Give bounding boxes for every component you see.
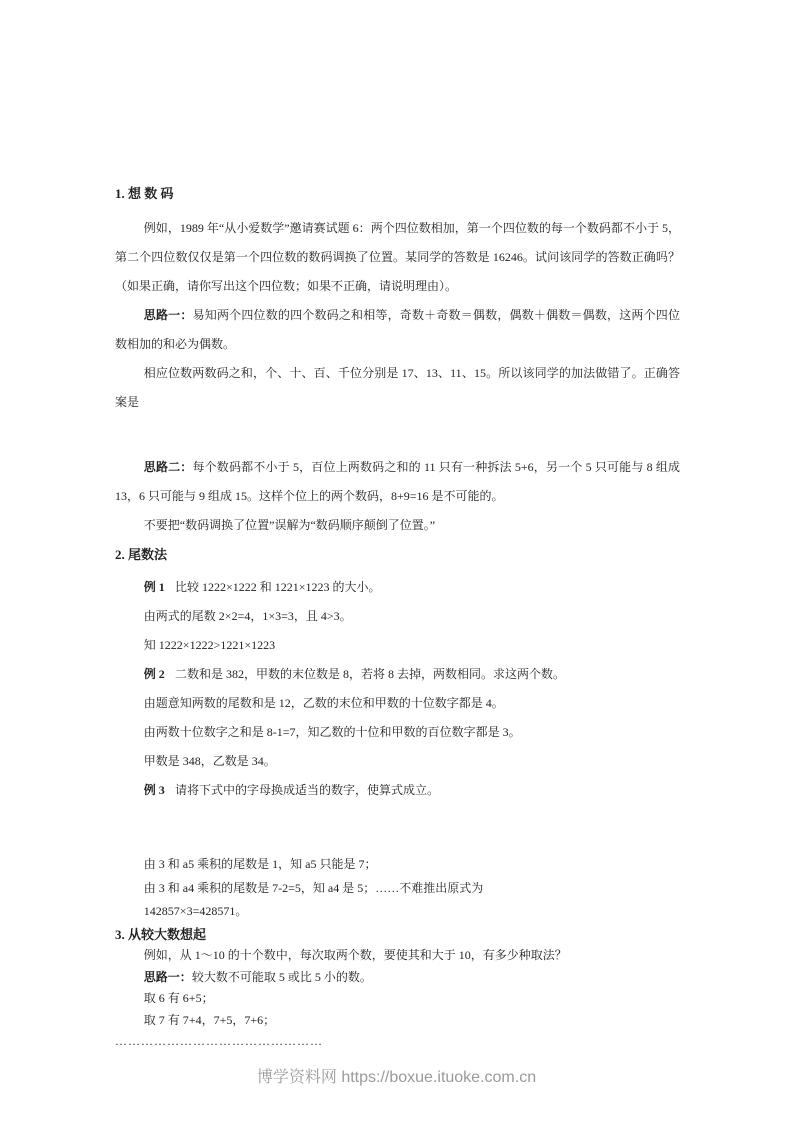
paragraph-lead: 思路二：: [143, 460, 193, 474]
paragraph-example-2: [115, 660, 680, 689]
paragraph-text: 由题意知两数的尾数和是 12，乙数的末位和甲数的十位数字都是 4。: [143, 696, 504, 710]
paragraph-example-intro: [115, 214, 680, 301]
paragraph-example-3-step2: [115, 877, 680, 901]
paragraph-text: 取 7 有 7+4，7+5，7+6；: [143, 1012, 276, 1027]
paragraph-example-1-result: [115, 631, 680, 660]
paragraph-example-2-result: [115, 747, 680, 776]
paragraph-example-2-step1: [115, 689, 680, 718]
paragraph-text: …………………………………………: [115, 1034, 323, 1048]
paragraph-lead: 思路一：: [143, 308, 193, 322]
paragraph-section3-approach: [115, 967, 680, 989]
paragraph-text: 请将下式中的字母换成适当的数字，使算式成立。: [175, 783, 440, 797]
paragraph-text: 相应位数两数码之和，个、十、百、千位分别是 17、13、11、15。所以该同学的加法做错了。正确答案是: [115, 366, 680, 409]
example-label: 例 1: [143, 580, 165, 594]
section-heading-last-digit-method: 2. 尾数法: [115, 547, 168, 562]
watermark-text: 博学资料网 https://boxue.ituoke.com.cn: [256, 1069, 537, 1086]
paragraph-text: 较大数不可能取 5 或比 5 小的数。: [191, 969, 372, 984]
paragraph-text: 知 1222×1222>1221×1223: [143, 638, 276, 652]
paragraph-text: 不要把“数码调换了位置”误解为“数码顺序颠倒了位置。”: [143, 518, 436, 532]
paragraph-text: 比较 1222×1222 和 1221×1223 的大小。: [175, 580, 381, 594]
paragraph-example-3-result: [115, 900, 680, 924]
section-heading-larger-number: 3. 从较大数想起: [115, 926, 207, 942]
paragraph-text: 二数和是 382，甲数的末位数是 8，若将 8 去掉，两数相同。求这两个数。: [175, 667, 566, 681]
blank-gap: [115, 805, 680, 853]
paragraph-approach-one: [115, 301, 680, 359]
paragraph-example-3-step1: [115, 853, 680, 877]
paragraph-approach-two: [115, 453, 680, 511]
paragraph-lead: 思路一：: [143, 969, 192, 984]
blank-gap: [115, 417, 680, 453]
paragraph-text: 每个数码都不小于 5，百位上两数码之和的 11 只有一种拆法 5+6，另一个 5 只可能与 8 组成 13，6 只可能与 9 组成 15。这样个位上的两个数码，8+9=16 是不可能的。: [115, 460, 680, 503]
paragraph-text: 由两式的尾数 2×2=4，1×3=3，且 4>3。: [143, 609, 352, 623]
paragraph-example-3: [115, 776, 680, 805]
section-heading-think-digits: 1. 想 数 码: [115, 186, 174, 201]
paragraph-text: 142857×3=428571。: [143, 904, 248, 918]
paragraph-example-1: [115, 573, 680, 602]
document-content: [115, 179, 680, 1053]
paragraph-digit-sums: [115, 359, 680, 417]
watermark-footer: [0, 1064, 793, 1087]
paragraph-text: 例如，1989 年“从小爱数学”邀请赛试题 6：两个四位数相加，第一个四位数的每一个数码都不小于 5，第二个四位数仅仅是第一个四位数的数码调换了位置。某同学的答数是 16246。试问该同学的答数正确吗？（如果正确，请你写出这个四位数；如果不正确，请说明理由）。: [115, 221, 680, 293]
paragraph-section3-intro: [115, 945, 680, 967]
paragraph-text: 由 3 和 a4 乘积的尾数是 7-2=5，知 a4 是 5；……不难推出原式为: [143, 880, 484, 895]
paragraph-text: 例如，从 1～10 的十个数中，每次取两个数，要使其和大于 10，有多少种取法？: [143, 948, 567, 962]
paragraph-text: 易知两个四位数的四个数码之和相等，奇数＋奇数＝偶数，偶数＋偶数＝偶数，这两个四位数相加的和必为偶数。: [115, 308, 680, 351]
example-label: 例 2: [143, 667, 165, 681]
paragraph-example-1-step: [115, 602, 680, 631]
dotted-ellipsis-line: [115, 1031, 680, 1053]
paragraph-text: 由两数十位数字之和是 8-1=7，知乙数的十位和甲数的百位数字都是 3。: [143, 725, 521, 739]
paragraph-text: 甲数是 348，乙数是 34。: [143, 754, 276, 768]
paragraph-text: 由 3 和 a5 乘积的尾数是 1，知 a5 只能是 7；: [143, 857, 377, 871]
paragraph-text: 取 6 有 6+5；: [143, 991, 214, 1005]
paragraph-note: [115, 511, 680, 540]
example-label: 例 3: [143, 783, 165, 797]
paragraph-take-7: [115, 1010, 680, 1032]
paragraph-take-6: [115, 988, 680, 1010]
paragraph-example-2-step2: [115, 718, 680, 747]
